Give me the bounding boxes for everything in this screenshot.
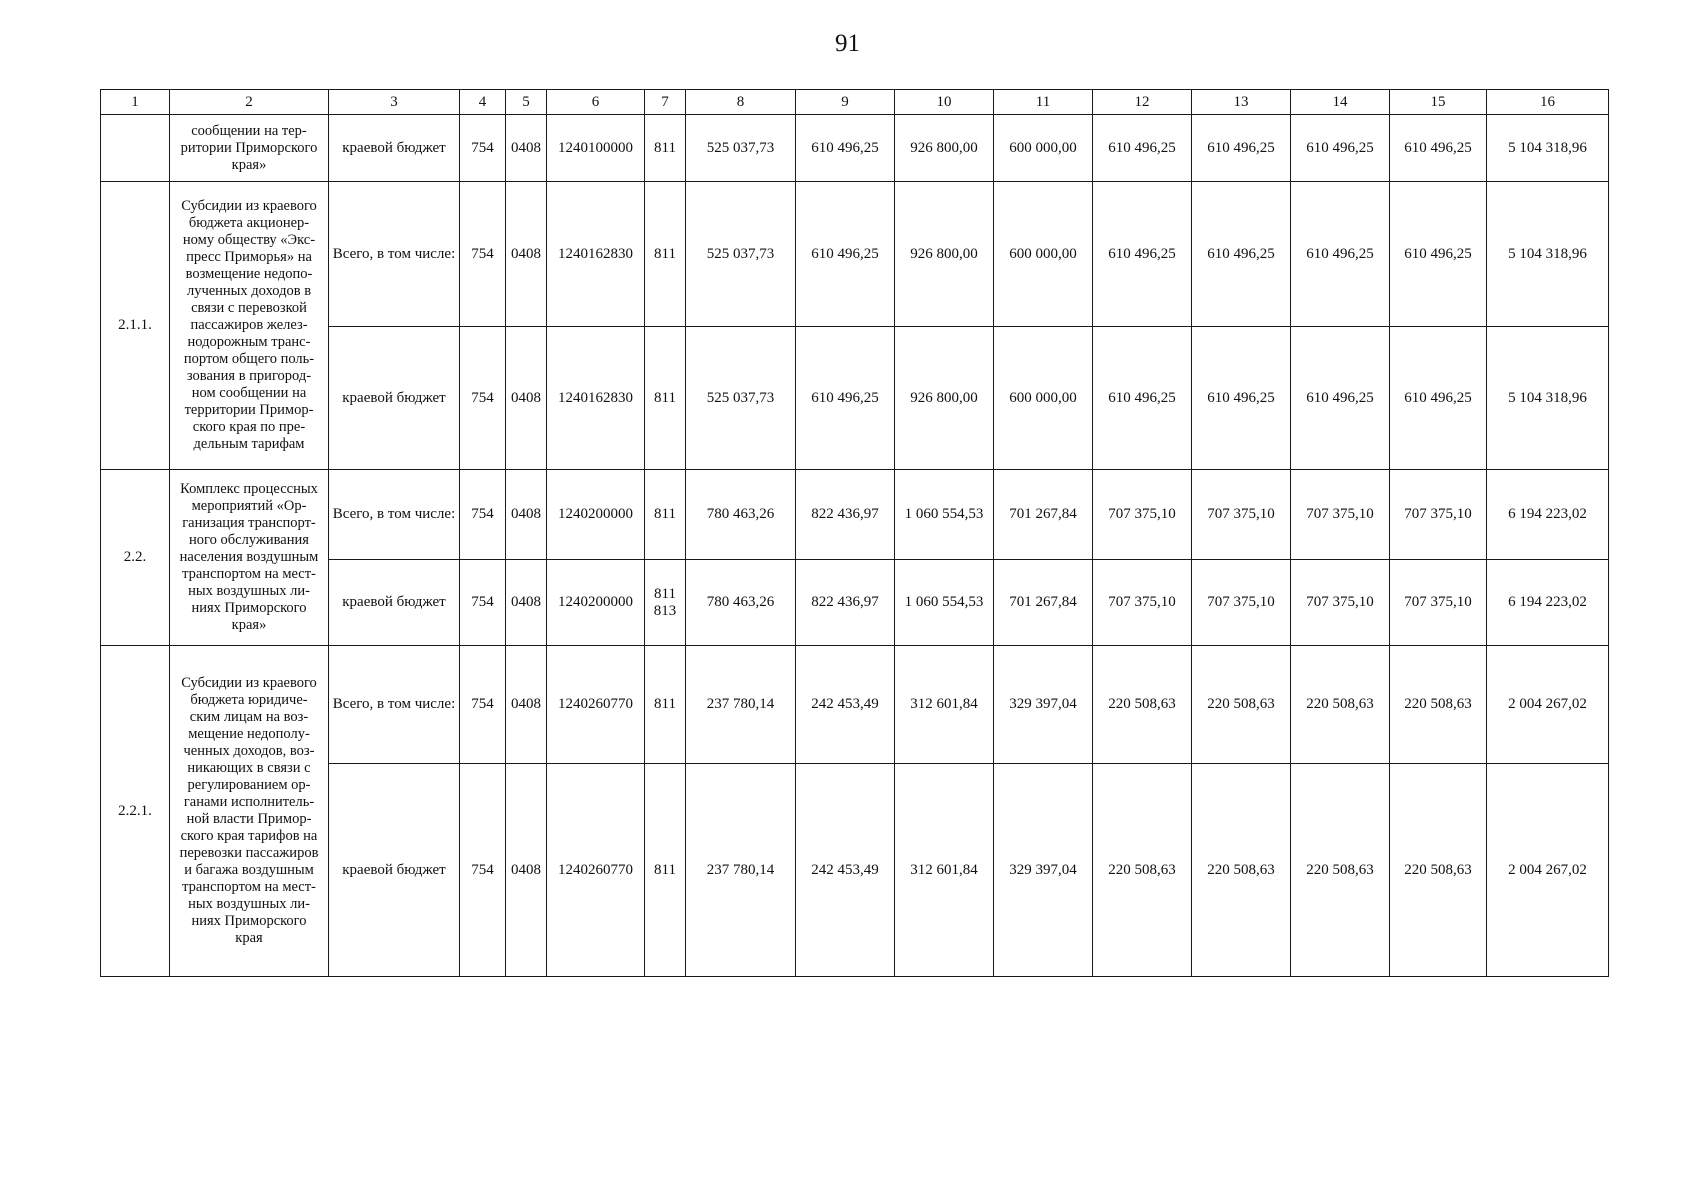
value-cell: 610 496,25 bbox=[1093, 182, 1192, 327]
header-cell: 10 bbox=[895, 90, 994, 115]
value-cell: 822 436,97 bbox=[796, 560, 895, 646]
value-cell: 926 800,00 bbox=[895, 327, 994, 470]
header-cell: 5 bbox=[506, 90, 547, 115]
value-total: 6 194 223,02 bbox=[1487, 470, 1609, 560]
value-cell: 926 800,00 bbox=[895, 182, 994, 327]
value-cell: 610 496,25 bbox=[1192, 115, 1291, 182]
header-row bbox=[101, 90, 1609, 115]
value-cell: 822 436,97 bbox=[796, 470, 895, 560]
value-cell: 610 496,25 bbox=[1390, 115, 1487, 182]
value-cell: 707 375,10 bbox=[1291, 560, 1390, 646]
value-cell: 610 496,25 bbox=[796, 115, 895, 182]
code-target: 1240260770 bbox=[547, 646, 645, 764]
table-row bbox=[101, 646, 1609, 764]
value-cell: 610 496,25 bbox=[1291, 327, 1390, 470]
value-cell: 220 508,63 bbox=[1390, 646, 1487, 764]
value-cell: 610 496,25 bbox=[1390, 182, 1487, 327]
value-cell: 525 037,73 bbox=[686, 327, 796, 470]
code-target: 1240200000 bbox=[547, 560, 645, 646]
value-cell: 600 000,00 bbox=[994, 327, 1093, 470]
code-target: 1240162830 bbox=[547, 327, 645, 470]
row-description: сообщении на тер- ритории Приморского края» bbox=[170, 115, 329, 182]
row-index: 2.2. bbox=[101, 470, 170, 646]
code-grbs: 754 bbox=[460, 470, 506, 560]
page-number: 91 bbox=[835, 30, 860, 57]
value-cell: 242 453,49 bbox=[796, 646, 895, 764]
table-row bbox=[101, 182, 1609, 327]
value-cell: 701 267,84 bbox=[994, 560, 1093, 646]
value-cell: 329 397,04 bbox=[994, 646, 1093, 764]
value-cell: 220 508,63 bbox=[1192, 764, 1291, 977]
value-cell: 600 000,00 bbox=[994, 115, 1093, 182]
code-expense-type: 811 813 bbox=[645, 560, 686, 646]
header-cell: 3 bbox=[329, 90, 460, 115]
value-cell: 220 508,63 bbox=[1390, 764, 1487, 977]
value-cell: 707 375,10 bbox=[1093, 560, 1192, 646]
header-cell: 16 bbox=[1487, 90, 1609, 115]
header-cell: 14 bbox=[1291, 90, 1390, 115]
value-cell: 610 496,25 bbox=[1192, 327, 1291, 470]
header-cell: 4 bbox=[460, 90, 506, 115]
row-index: 2.1.1. bbox=[101, 182, 170, 470]
value-cell: 312 601,84 bbox=[895, 646, 994, 764]
code-target: 1240260770 bbox=[547, 764, 645, 977]
code-section: 0408 bbox=[506, 560, 547, 646]
code-target: 1240200000 bbox=[547, 470, 645, 560]
header-cell: 15 bbox=[1390, 90, 1487, 115]
value-total: 5 104 318,96 bbox=[1487, 115, 1609, 182]
value-total: 5 104 318,96 bbox=[1487, 327, 1609, 470]
row-index bbox=[101, 115, 170, 182]
code-section: 0408 bbox=[506, 182, 547, 327]
code-expense-type: 811 bbox=[645, 646, 686, 764]
value-total: 6 194 223,02 bbox=[1487, 560, 1609, 646]
value-cell: 312 601,84 bbox=[895, 764, 994, 977]
code-grbs: 754 bbox=[460, 115, 506, 182]
value-cell: 707 375,10 bbox=[1291, 470, 1390, 560]
code-grbs: 754 bbox=[460, 560, 506, 646]
header-cell: 6 bbox=[547, 90, 645, 115]
code-expense-type: 811 bbox=[645, 115, 686, 182]
value-cell: 329 397,04 bbox=[994, 764, 1093, 977]
header-cell: 8 bbox=[686, 90, 796, 115]
value-cell: 610 496,25 bbox=[1291, 115, 1390, 182]
value-cell: 707 375,10 bbox=[1093, 470, 1192, 560]
row-description: Комплекс процессных мероприятий «Ор- ганизация транспорт- ного обслуживания населения воздушным транспортом на мест- ных воздушных ли- ниях Приморского края» bbox=[170, 470, 329, 646]
value-cell: 610 496,25 bbox=[1192, 182, 1291, 327]
value-cell: 780 463,26 bbox=[686, 470, 796, 560]
header-cell: 9 bbox=[796, 90, 895, 115]
code-grbs: 754 bbox=[460, 764, 506, 977]
value-cell: 220 508,63 bbox=[1093, 646, 1192, 764]
value-cell: 707 375,10 bbox=[1192, 470, 1291, 560]
code-section: 0408 bbox=[506, 327, 547, 470]
value-cell: 707 375,10 bbox=[1192, 560, 1291, 646]
value-cell: 780 463,26 bbox=[686, 560, 796, 646]
header-cell: 1 bbox=[101, 90, 170, 115]
code-grbs: 754 bbox=[460, 646, 506, 764]
value-cell: 237 780,14 bbox=[686, 646, 796, 764]
value-cell: 1 060 554,53 bbox=[895, 560, 994, 646]
value-cell: 220 508,63 bbox=[1291, 764, 1390, 977]
value-cell: 610 496,25 bbox=[1291, 182, 1390, 327]
row-index: 2.2.1. bbox=[101, 646, 170, 977]
value-cell: 926 800,00 bbox=[895, 115, 994, 182]
funding-source: Всего, в том числе: bbox=[329, 182, 460, 327]
row-description: Субсидии из краевого бюджета юридиче- ским лицам на воз- мещение недополу- ченных доходов, воз- никающих в связи с регулированием ор- ганами исполнитель- ной власти Примор- ского края тарифов на перевозки пассажиров и багажа воздушным транспортом на мест- ных воздушных ли- ниях Приморского края bbox=[170, 646, 329, 977]
funding-source: Всего, в том числе: bbox=[329, 646, 460, 764]
value-total: 2 004 267,02 bbox=[1487, 764, 1609, 977]
code-target: 1240162830 bbox=[547, 182, 645, 327]
value-cell: 610 496,25 bbox=[796, 182, 895, 327]
value-cell: 610 496,25 bbox=[1390, 327, 1487, 470]
funding-source: краевой бюджет bbox=[329, 560, 460, 646]
value-cell: 525 037,73 bbox=[686, 115, 796, 182]
value-cell: 610 496,25 bbox=[1093, 327, 1192, 470]
code-grbs: 754 bbox=[460, 182, 506, 327]
table-row bbox=[101, 115, 1609, 182]
value-cell: 220 508,63 bbox=[1192, 646, 1291, 764]
value-cell: 220 508,63 bbox=[1291, 646, 1390, 764]
value-cell: 220 508,63 bbox=[1093, 764, 1192, 977]
value-cell: 600 000,00 bbox=[994, 182, 1093, 327]
value-total: 5 104 318,96 bbox=[1487, 182, 1609, 327]
code-expense-type: 811 bbox=[645, 327, 686, 470]
header-cell: 12 bbox=[1093, 90, 1192, 115]
value-cell: 610 496,25 bbox=[796, 327, 895, 470]
value-cell: 610 496,25 bbox=[1093, 115, 1192, 182]
header-cell: 7 bbox=[645, 90, 686, 115]
value-cell: 1 060 554,53 bbox=[895, 470, 994, 560]
table-row bbox=[101, 470, 1609, 560]
code-section: 0408 bbox=[506, 115, 547, 182]
funding-source: краевой бюджет bbox=[329, 115, 460, 182]
code-section: 0408 bbox=[506, 764, 547, 977]
value-cell: 707 375,10 bbox=[1390, 470, 1487, 560]
row-description: Субсидии из краевого бюджета акционер- ному обществу «Экс- пресс Приморья» на возмещение недопо- лученных доходов в связи с перевозкой пассажиров желез- нодорожным транс- портом общего поль- зования в пригород- ном сообщении на территории Примор- ского края по пре- дельным тарифам bbox=[170, 182, 329, 470]
code-section: 0408 bbox=[506, 646, 547, 764]
value-cell: 707 375,10 bbox=[1390, 560, 1487, 646]
value-cell: 701 267,84 bbox=[994, 470, 1093, 560]
code-section: 0408 bbox=[506, 470, 547, 560]
value-cell: 242 453,49 bbox=[796, 764, 895, 977]
header-cell: 2 bbox=[170, 90, 329, 115]
funding-source: Всего, в том числе: bbox=[329, 470, 460, 560]
code-expense-type: 811 bbox=[645, 764, 686, 977]
header-cell: 11 bbox=[994, 90, 1093, 115]
value-cell: 525 037,73 bbox=[686, 182, 796, 327]
header-cell: 13 bbox=[1192, 90, 1291, 115]
code-grbs: 754 bbox=[460, 327, 506, 470]
funding-source: краевой бюджет bbox=[329, 327, 460, 470]
budget-table bbox=[100, 89, 1609, 977]
funding-source: краевой бюджет bbox=[329, 764, 460, 977]
value-total: 2 004 267,02 bbox=[1487, 646, 1609, 764]
code-target: 1240100000 bbox=[547, 115, 645, 182]
code-expense-type: 811 bbox=[645, 182, 686, 327]
code-expense-type: 811 bbox=[645, 470, 686, 560]
value-cell: 237 780,14 bbox=[686, 764, 796, 977]
